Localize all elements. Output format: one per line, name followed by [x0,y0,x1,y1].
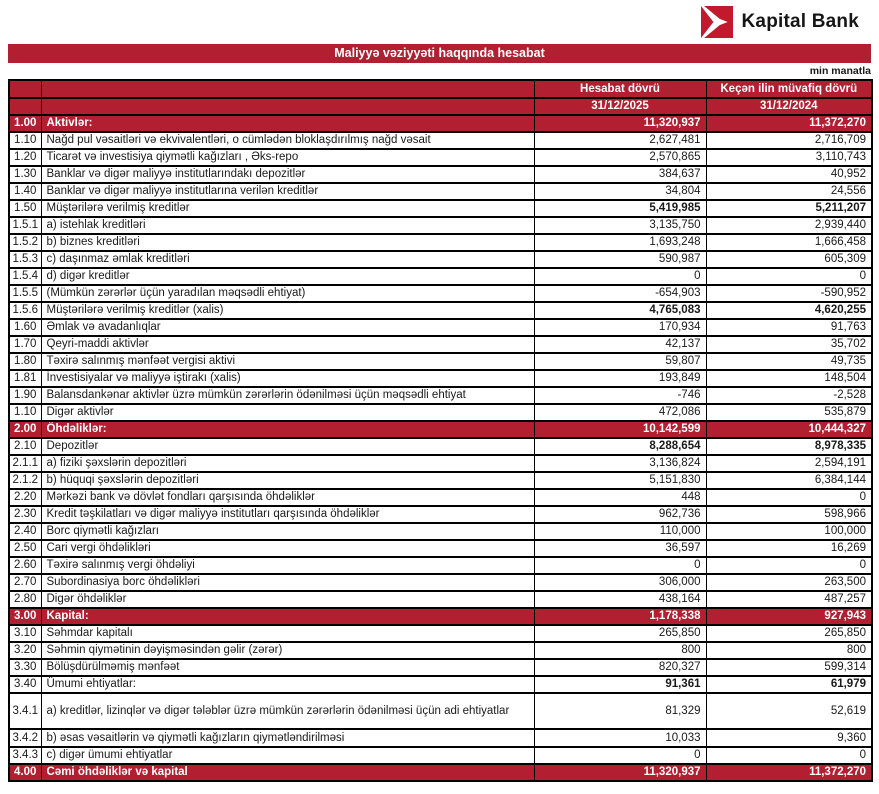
row-label-cell: Ümumi ehtiyatlar: [41,676,534,693]
row-value-current-cell: 42,137 [534,336,706,353]
row-value-previous-cell: 0 [706,747,872,764]
row-value-previous-cell: 2,594,191 [706,455,872,472]
table-row [9,217,872,234]
header-empty-num-cell [9,98,41,115]
table-row [9,438,872,455]
row-label-cell: Təxirə salınmış vergi öhdəliyi [41,557,534,574]
row-num-cell: 4.00 [9,764,41,781]
row-value-previous-cell: 10,444,327 [706,421,872,438]
row-value-current-cell: 448 [534,489,706,506]
row-value-previous-cell: 599,314 [706,659,872,676]
row-value-current-cell: 438,164 [534,591,706,608]
row-value-current-cell: 110,000 [534,523,706,540]
row-value-previous-cell: 16,269 [706,540,872,557]
row-num-cell: 2.60 [9,557,41,574]
row-num-cell: 2.80 [9,591,41,608]
row-value-current-cell: 10,033 [534,729,706,747]
row-value-previous-cell: 61,979 [706,676,872,693]
row-num-cell: 2.20 [9,489,41,506]
table-header-row-period [9,80,872,98]
row-value-current-cell: 91,361 [534,676,706,693]
row-num-cell: 3.20 [9,642,41,659]
row-num-cell: 3.40 [9,676,41,693]
row-value-previous-cell: 5,211,207 [706,200,872,217]
row-num-cell: 1.50 [9,200,41,217]
row-value-current-cell: 1,693,248 [534,234,706,251]
table-header-row-date [9,98,872,115]
table-row [9,642,872,659]
table-row [9,319,872,336]
row-value-previous-cell: 265,850 [706,625,872,642]
row-num-cell: 1.5.1 [9,217,41,234]
table-row [9,370,872,387]
row-value-previous-cell: 605,309 [706,251,872,268]
table-row [9,747,872,764]
row-label-cell: Digər aktivlər [41,404,534,421]
row-value-previous-cell: 8,978,335 [706,438,872,455]
table-row [9,353,872,370]
row-num-cell: 3.4.1 [9,693,41,729]
row-value-previous-cell: -2,528 [706,387,872,404]
report-title: Maliyyə vəziyyəti haqqında hesabat [334,46,545,60]
row-num-cell: 2.40 [9,523,41,540]
row-label-cell: a) istehlak kreditləri [41,217,534,234]
row-num-cell: 3.4.3 [9,747,41,764]
table-row [9,268,872,285]
row-value-current-cell: 962,736 [534,506,706,523]
row-value-current-cell: 820,327 [534,659,706,676]
row-num-cell: 2.50 [9,540,41,557]
row-value-current-cell: 8,288,654 [534,438,706,455]
row-label-cell: Aktivlər: [41,115,534,132]
row-value-current-cell: 193,849 [534,370,706,387]
row-value-current-cell: 0 [534,268,706,285]
row-num-cell: 1.5.4 [9,268,41,285]
row-value-previous-cell: 0 [706,557,872,574]
row-value-previous-cell: 0 [706,489,872,506]
row-num-cell: 3.00 [9,608,41,625]
row-label-cell: Müştərilərə verilmiş kreditlər (xalis) [41,302,534,319]
unit-note: min manatla [809,65,871,77]
row-value-previous-cell: 24,556 [706,183,872,200]
row-label-cell: Təxirə salınmış mənfəət vergisi aktivi [41,353,534,370]
header-current-date: 31/12/2025 [534,98,706,115]
row-value-current-cell: 3,136,824 [534,455,706,472]
row-value-previous-cell: 148,504 [706,370,872,387]
row-value-current-cell: 384,637 [534,166,706,183]
row-label-cell: Qeyri-maddi aktivlər [41,336,534,353]
row-value-current-cell: 590,987 [534,251,706,268]
report-title-bar [8,44,871,63]
row-label-cell: Borc qiymətli kağızları [41,523,534,540]
table-row [9,676,872,693]
row-label-cell: d) digər kreditlər [41,268,534,285]
kapital-bank-logo-icon [701,6,733,38]
table-row [9,659,872,676]
row-value-current-cell: 800 [534,642,706,659]
header-empty-label-cell [41,80,534,98]
row-num-cell: 2.10 [9,438,41,455]
table-row [9,472,872,489]
header-empty-num-cell [9,80,41,98]
row-label-cell: Öhdəliklər: [41,421,534,438]
table-row [9,149,872,166]
row-value-previous-cell: 535,879 [706,404,872,421]
table-row [9,608,872,625]
table-row [9,404,872,421]
row-label-cell: Mərkəzi bank və dövlət fondları qarşısında öhdəliklər [41,489,534,506]
row-label-cell: c) daşınmaz əmlak kreditləri [41,251,534,268]
row-num-cell: 1.5.6 [9,302,41,319]
row-label-cell: Banklar və digər maliyyə institutlarına verilən kreditlər [41,183,534,200]
row-value-current-cell: 1,178,338 [534,608,706,625]
row-label-cell: Cari vergi öhdəlikləri [41,540,534,557]
row-value-current-cell: 170,934 [534,319,706,336]
row-value-current-cell: -746 [534,387,706,404]
table-row [9,132,872,149]
row-label-cell: c) digər ümumi ehtiyatlar [41,747,534,764]
row-label-cell: Bölüşdürülməmiş mənfəət [41,659,534,676]
row-value-current-cell: 10,142,599 [534,421,706,438]
top-brand-bar [0,0,879,44]
row-num-cell: 3.10 [9,625,41,642]
header-previous-date: 31/12/2024 [706,98,872,115]
table-row [9,200,872,217]
table-row [9,729,872,747]
row-label-cell: Kredit təşkilatları və digər maliyyə institutları qarşısında öhdəliklər [41,506,534,523]
row-value-previous-cell: 487,257 [706,591,872,608]
row-value-previous-cell: 9,360 [706,729,872,747]
table-row [9,336,872,353]
row-value-current-cell: 5,419,985 [534,200,706,217]
row-label-cell: Səhmdar kapitalı [41,625,534,642]
row-num-cell: 1.20 [9,149,41,166]
row-value-current-cell: 2,627,481 [534,132,706,149]
row-label-cell: Cəmi öhdəliklər və kapital [41,764,534,781]
row-label-cell: a) kreditlər, lizinqlər və digər tələblər üzrə mümkün zərərlərin ödənilməsi üçün adi ehtiyatlar [41,693,534,729]
row-value-previous-cell: -590,952 [706,285,872,302]
table-row [9,489,872,506]
row-value-previous-cell: 11,372,270 [706,764,872,781]
row-value-current-cell: 265,850 [534,625,706,642]
row-num-cell: 2.70 [9,574,41,591]
table-row [9,234,872,251]
row-value-previous-cell: 2,716,709 [706,132,872,149]
row-label-cell: Əmlak və avadanlıqlar [41,319,534,336]
row-value-current-cell: 3,135,750 [534,217,706,234]
table-row [9,183,872,200]
row-label-cell: Depozitlər [41,438,534,455]
row-num-cell: 2.1.1 [9,455,41,472]
row-label-cell: Digər öhdəliklər [41,591,534,608]
row-label-cell: Səhmin qiymətinin dəyişməsindən gəlir (zərər) [41,642,534,659]
table-row [9,421,872,438]
row-value-previous-cell: 263,500 [706,574,872,591]
row-value-current-cell: -654,903 [534,285,706,302]
table-row [9,166,872,183]
table-row [9,387,872,404]
table-row [9,693,872,729]
row-num-cell: 1.00 [9,115,41,132]
row-value-previous-cell: 4,620,255 [706,302,872,319]
row-value-current-cell: 306,000 [534,574,706,591]
row-value-previous-cell: 2,939,440 [706,217,872,234]
row-num-cell: 1.80 [9,353,41,370]
row-label-cell: b) biznes kreditləri [41,234,534,251]
row-value-current-cell: 4,765,083 [534,302,706,319]
brand-name: Kapital Bank [741,11,859,32]
row-value-previous-cell: 3,110,743 [706,149,872,166]
row-value-previous-cell: 91,763 [706,319,872,336]
row-num-cell: 3.30 [9,659,41,676]
row-value-previous-cell: 1,666,458 [706,234,872,251]
row-num-cell: 1.60 [9,319,41,336]
header-current-period: Hesabat dövrü [534,80,706,98]
row-num-cell: 1.10 [9,132,41,149]
row-label-cell: a) fiziki şəxslərin depozitləri [41,455,534,472]
row-num-cell: 2.1.2 [9,472,41,489]
row-label-cell: Banklar və digər maliyyə institutlarındakı depozitlər [41,166,534,183]
row-num-cell: 1.30 [9,166,41,183]
header-empty-label-cell [41,98,534,115]
row-label-cell: Kapital: [41,608,534,625]
row-label-cell: b) əsas vəsaitlərin və qiymətli kağızların qiymətləndirilməsi [41,729,534,747]
row-num-cell: 1.10 [9,404,41,421]
row-value-current-cell: 11,320,937 [534,764,706,781]
table-row [9,302,872,319]
row-num-cell: 1.81 [9,370,41,387]
row-value-current-cell: 472,086 [534,404,706,421]
kapital-bank-logo [701,6,860,38]
row-value-previous-cell: 800 [706,642,872,659]
row-label-cell: Ticarət və investisiya qiymətli kağızları , Əks-repo [41,149,534,166]
table-row [9,523,872,540]
row-label-cell: Nağd pul vəsaitləri və ekvivalentləri, o cümlədən bloklaşdırılmış nağd vəsait [41,132,534,149]
row-value-current-cell: 11,320,937 [534,115,706,132]
row-value-current-cell: 5,151,830 [534,472,706,489]
row-value-previous-cell: 598,966 [706,506,872,523]
table-row [9,591,872,608]
row-label-cell: Subordinasiya borc öhdəlikləri [41,574,534,591]
header-previous-period: Keçən ilin müvafiq dövrü [706,80,872,98]
row-value-current-cell: 81,329 [534,693,706,729]
row-value-current-cell: 0 [534,747,706,764]
row-num-cell: 1.70 [9,336,41,353]
row-num-cell: 1.5.2 [9,234,41,251]
table-row [9,455,872,472]
row-value-current-cell: 59,807 [534,353,706,370]
table-row [9,506,872,523]
table-row [9,557,872,574]
table-row [9,285,872,302]
row-value-previous-cell: 35,702 [706,336,872,353]
row-value-previous-cell: 927,943 [706,608,872,625]
row-value-current-cell: 36,597 [534,540,706,557]
row-value-current-cell: 34,804 [534,183,706,200]
row-label-cell: Balansdankənar aktivlər üzrə mümkün zərərlərin ödənilməsi üçün məqsədli ehtiyat [41,387,534,404]
table-row [9,764,872,781]
row-value-previous-cell: 6,384,144 [706,472,872,489]
row-num-cell: 1.5.3 [9,251,41,268]
row-num-cell: 2.30 [9,506,41,523]
row-value-previous-cell: 100,000 [706,523,872,540]
table-row [9,115,872,132]
row-value-previous-cell: 49,735 [706,353,872,370]
table-row [9,625,872,642]
table-row [9,540,872,557]
row-value-previous-cell: 52,619 [706,693,872,729]
row-num-cell: 1.40 [9,183,41,200]
financial-statement-table [8,79,873,782]
row-value-previous-cell: 40,952 [706,166,872,183]
row-label-cell: b) hüquqi şəxslərin depozitləri [41,472,534,489]
table-row [9,574,872,591]
table-row [9,251,872,268]
row-value-previous-cell: 11,372,270 [706,115,872,132]
row-num-cell: 3.4.2 [9,729,41,747]
row-label-cell: (Mümkün zərərlər üçün yaradılan məqsədli ehtiyat) [41,285,534,302]
row-num-cell: 2.00 [9,421,41,438]
row-num-cell: 1.90 [9,387,41,404]
row-value-current-cell: 2,570,865 [534,149,706,166]
row-value-previous-cell: 0 [706,268,872,285]
row-num-cell: 1.5.5 [9,285,41,302]
row-label-cell: Müştərilərə verilmiş kreditlər [41,200,534,217]
row-value-current-cell: 0 [534,557,706,574]
row-label-cell: İnvestisiyalar və maliyyə iştirakı (xalis) [41,370,534,387]
